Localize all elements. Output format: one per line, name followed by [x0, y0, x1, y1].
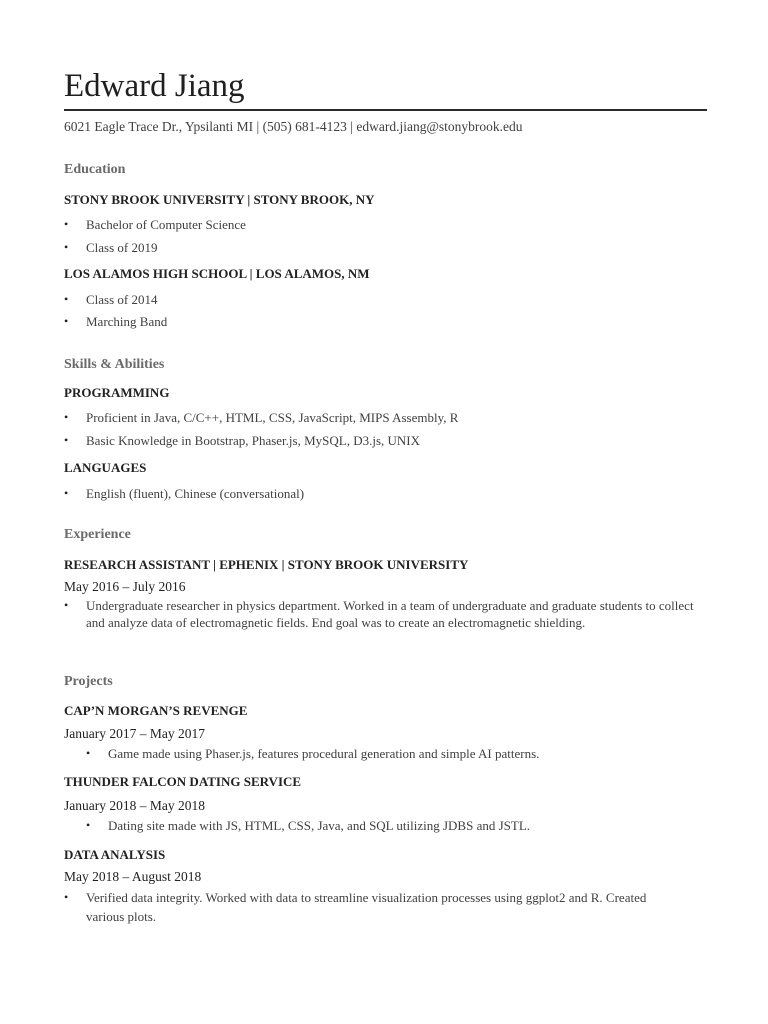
- list-item-text: Proficient in Java, C/C++, HTML, CSS, JavaScript, MIPS Assembly, R: [86, 410, 459, 425]
- bullet-icon: •: [64, 890, 69, 904]
- list-item-text: Game made using Phaser.js, features procedural generation and simple AI patterns.: [108, 746, 540, 761]
- skill-group-title: PROGRAMMING: [64, 385, 170, 400]
- bullet-icon: •: [64, 292, 69, 306]
- resume-name: Edward Jiang: [64, 68, 245, 104]
- school-title: LOS ALAMOS HIGH SCHOOL | LOS ALAMOS, NM: [64, 266, 370, 281]
- list-item-text: Bachelor of Computer Science: [86, 217, 246, 232]
- project-title: DATA ANALYSIS: [64, 847, 166, 862]
- bullet-icon: •: [64, 486, 69, 500]
- contact-line: 6021 Eagle Trace Dr., Ypsilanti MI | (505) 681-4123 | edward.jiang@stonybrook.edu: [64, 119, 523, 134]
- header-divider: [64, 109, 707, 111]
- list-item-text: Dating site made with JS, HTML, CSS, Java, and SQL utilizing JDBS and JSTL.: [108, 818, 531, 833]
- project-title: THUNDER FALCON DATING SERVICE: [64, 774, 302, 789]
- list-item-text: Basic Knowledge in Bootstrap, Phaser.js, MySQL, D3.js, UNIX: [86, 433, 421, 448]
- project-date: January 2018 – May 2018: [64, 798, 205, 813]
- section-heading-education: Education: [64, 162, 126, 177]
- bullet-icon: •: [64, 598, 69, 612]
- list-item-text: Undergraduate researcher in physics department. Worked in a team of undergraduate and graduate students to collect and analyze data of electromagnetic fields. End goal was to create an electromagnetic shielding.: [86, 598, 694, 630]
- list-item-text: English (fluent), Chinese (conversational): [86, 486, 305, 501]
- list-item-text: Marching Band: [86, 314, 168, 329]
- project-date: May 2018 – August 2018: [64, 869, 202, 884]
- project-title: CAP’N MORGAN’S REVENGE: [64, 703, 248, 718]
- list-item-text: Class of 2014: [86, 292, 158, 307]
- bullet-icon: •: [64, 433, 69, 447]
- skill-group-title: LANGUAGES: [64, 460, 147, 475]
- school-title: STONY BROOK UNIVERSITY | STONY BROOK, NY: [64, 192, 375, 207]
- bullet-icon: •: [64, 240, 69, 254]
- section-heading-experience: Experience: [64, 527, 131, 542]
- project-date: January 2017 – May 2017: [64, 726, 205, 741]
- bullet-icon: •: [64, 410, 69, 424]
- section-heading-skills: Skills & Abilities: [64, 357, 165, 372]
- job-date: May 2016 – July 2016: [64, 579, 186, 594]
- job-title: RESEARCH ASSISTANT | EPHENIX | STONY BROOK UNIVERSITY: [64, 557, 469, 572]
- bullet-icon: •: [86, 818, 91, 832]
- bullet-icon: •: [64, 314, 69, 328]
- bullet-icon: •: [86, 746, 91, 760]
- list-item-text: Verified data integrity. Worked with data to streamline visualization processes using ggplot2 and R. Created various plots.: [86, 890, 647, 924]
- section-heading-projects: Projects: [64, 674, 113, 689]
- list-item-text: Class of 2019: [86, 240, 158, 255]
- bullet-icon: •: [64, 217, 69, 231]
